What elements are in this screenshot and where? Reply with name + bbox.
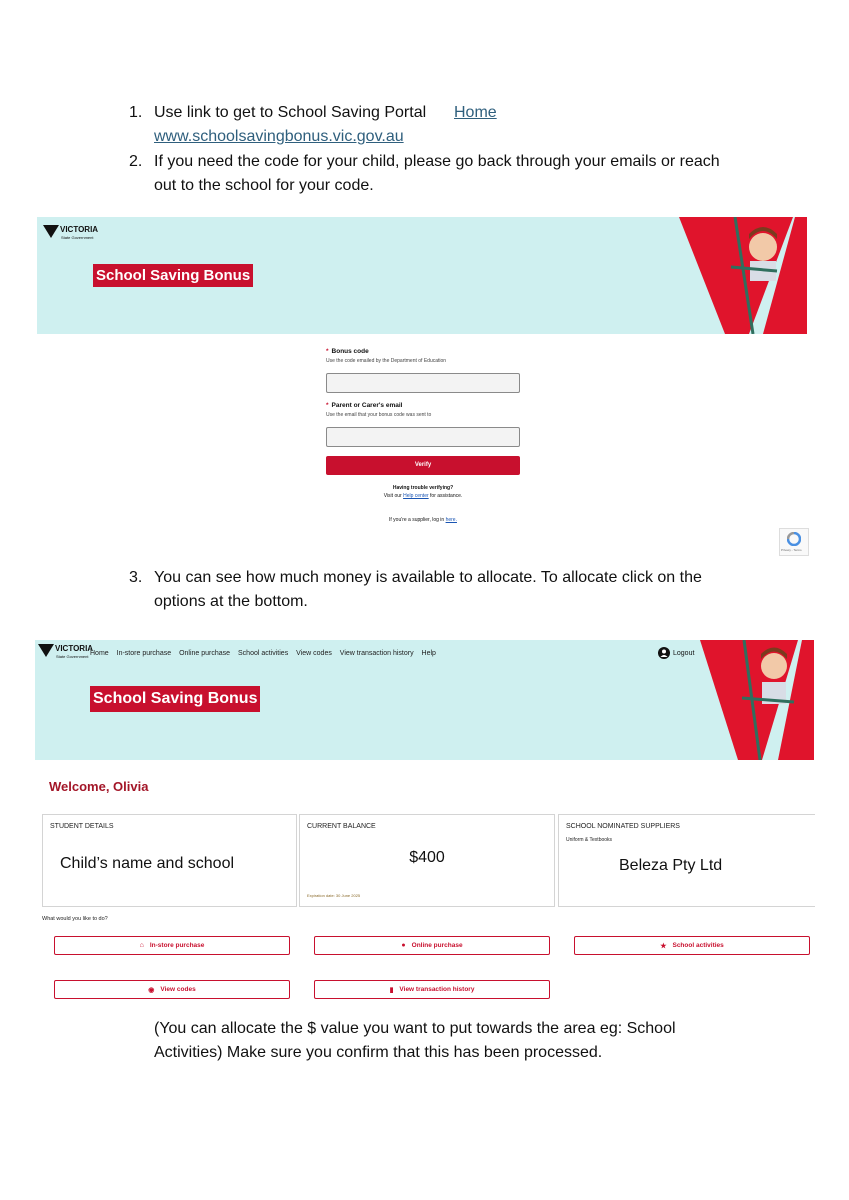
step-3-number: 3. <box>129 569 143 586</box>
nav-help[interactable]: Help <box>421 650 436 657</box>
suppliers-subtitle: Uniform & Textbooks <box>566 837 613 843</box>
current-balance-value: $400 <box>409 849 445 866</box>
step-2-text-line2: out to the school for your code. <box>154 177 374 194</box>
closing-note-line1: (You can allocate the $ value you want to put towards the area eg: School <box>154 1020 676 1037</box>
nav-history[interactable]: View transaction history <box>339 650 414 657</box>
current-balance-card <box>299 814 555 907</box>
logout-button[interactable]: Logout <box>658 647 694 659</box>
supplier-value: Beleza Pty Ltd <box>619 857 723 874</box>
student-details-card <box>42 814 297 907</box>
activity-icon: ★ <box>660 942 667 950</box>
student-details-title: STUDENT DETAILS <box>50 823 114 830</box>
suppliers-card <box>558 814 815 907</box>
user-icon <box>658 647 670 659</box>
step-1-number: 1. <box>129 104 143 121</box>
closing-note <box>154 1017 774 1065</box>
expiration-date: Expiration date: 30 June 2025 <box>307 893 361 898</box>
current-balance-title: CURRENT BALANCE <box>307 823 376 830</box>
nav-home[interactable]: Home <box>90 650 109 657</box>
step-2-text-line1: If you need the code for your child, please go back through your emails or reach <box>154 153 720 170</box>
closing-note-line2: Activities) Make sure you confirm that this has been processed. <box>154 1044 603 1061</box>
in-store-purchase-button[interactable]: ⌂ In-store purchase <box>54 936 290 955</box>
step-3-text-line2: options at the bottom. <box>154 593 308 610</box>
hero-illustration-2 <box>698 640 814 760</box>
online-purchase-button[interactable]: ● Online purchase <box>314 936 550 955</box>
email-input[interactable] <box>326 427 520 447</box>
welcome-heading: Welcome, Olivia <box>49 779 149 794</box>
step-3-text-line1: You can see how much money is available to allocate. To allocate click on the <box>154 569 702 586</box>
page-title: School Saving Bonus <box>93 264 253 287</box>
victoria-logo: VICTORIA State Government <box>43 225 98 240</box>
nav-view-codes[interactable]: View codes <box>296 650 332 657</box>
document-icon: ▮ <box>389 986 394 994</box>
nav-activities[interactable]: School activities <box>238 650 289 657</box>
login-screenshot <box>37 217 807 557</box>
nav-online[interactable]: Online purchase <box>179 650 231 657</box>
top-nav <box>90 650 442 657</box>
home-link[interactable]: Home <box>454 104 497 121</box>
login-banner <box>37 217 807 334</box>
bonus-code-hint: Use the code emailed by the Department of Education <box>326 358 447 364</box>
step-1-text: Use link to get to School Saving Portal <box>154 104 427 121</box>
email-label: * Parent or Carer's email <box>326 402 403 409</box>
action-question: What would you like to do? <box>42 916 108 922</box>
victoria-logo-2: VICTORIA State Government <box>38 644 93 659</box>
trouble-text: Having trouble verifying? <box>392 485 454 491</box>
home-icon: ⌂ <box>139 942 144 949</box>
dashboard-banner <box>35 640 814 760</box>
dashboard-screenshot <box>35 640 814 1005</box>
view-transaction-history-button[interactable]: ▮ View transaction history <box>314 980 550 999</box>
recaptcha-icon <box>787 532 801 546</box>
supplier-login-link[interactable]: here. <box>445 517 457 523</box>
nav-in-store[interactable]: In-store purchase <box>116 650 172 657</box>
dashboard-title: School Saving Bonus <box>90 686 260 712</box>
supplier-line: If you're a supplier, log in here. <box>389 517 457 523</box>
verify-button[interactable]: Verify <box>326 456 520 475</box>
info-icon: ● <box>401 942 406 949</box>
bonus-code-input[interactable] <box>326 373 520 393</box>
recaptcha-badge[interactable]: Privacy - Terms <box>779 528 809 556</box>
email-hint: Use the email that your bonus code was sent to <box>326 412 432 418</box>
hero-illustration <box>677 217 807 334</box>
help-center-link[interactable]: Help center <box>403 493 429 499</box>
school-activities-button[interactable]: ★ School activities <box>574 936 810 955</box>
help-line: Visit our Help center for assistance. <box>383 493 463 499</box>
bonus-code-label: * Bonus code <box>326 348 369 355</box>
suppliers-title: SCHOOL NOMINATED SUPPLIERS <box>566 823 680 830</box>
eye-icon: ◉ <box>148 986 155 994</box>
portal-url-link[interactable]: www.schoolsavingbonus.vic.gov.au <box>154 128 404 145</box>
view-codes-button[interactable]: ◉ View codes <box>54 980 290 999</box>
step-2-number: 2. <box>129 153 143 170</box>
student-details-value: Child’s name and school <box>60 855 235 872</box>
